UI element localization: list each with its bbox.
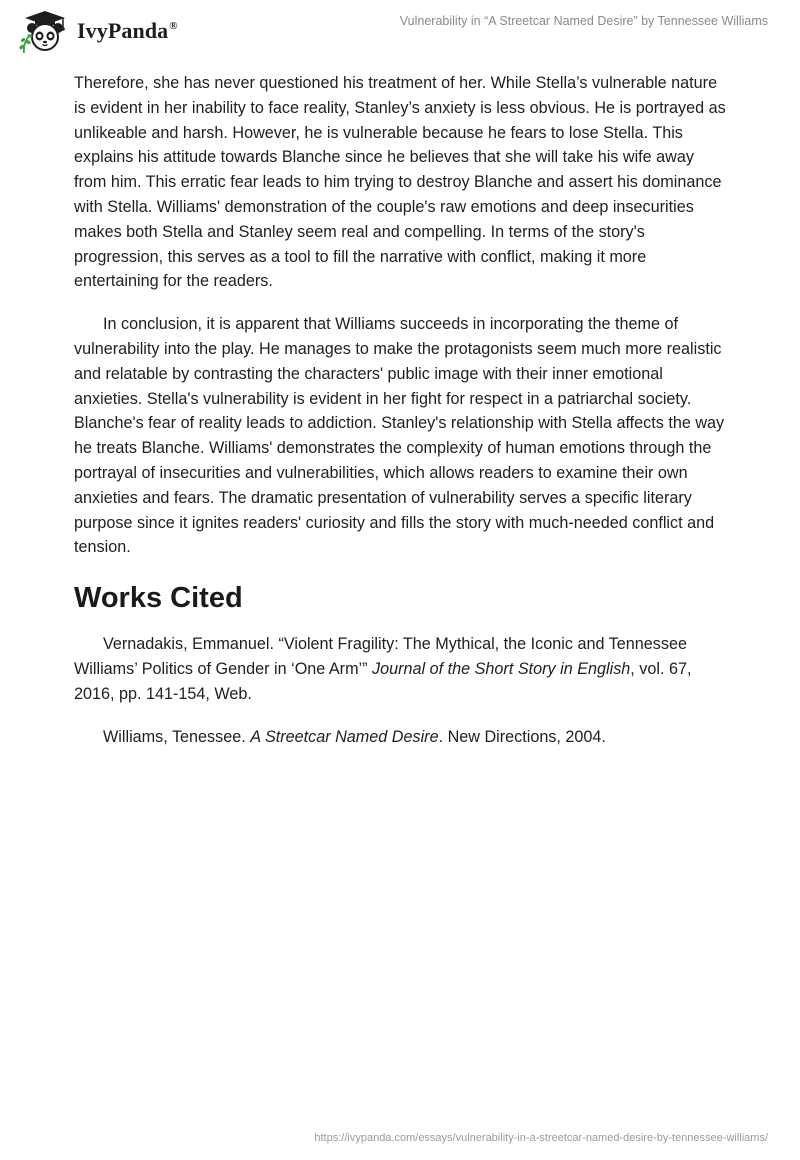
works-cited-list: [74, 632, 728, 749]
body-paragraph: Therefore, she has never questioned his treatment of her. While Stella’s vulnerable nature is evident in her inability to face reality, Stanley’s anxiety is less obvious. He is portrayed as unlikeable and harsh. However, he is vulnerable because he fears to lose Stella. This explains his attitude towards Blanche since he believes that she will take his wife away from him. This erratic fear leads to him trying to destroy Blanche and assert his dominance with Stella. Williams' demonstration of the couple's raw emotions and deep insecurities makes both Stella and Stanley seem real and compelling. In terms of the story's progression, this serves as a tool to fill the narrative with conflict, making it more entertaining for the readers.: [74, 74, 726, 291]
ivypanda-logo[interactable]: [16, 9, 178, 53]
brand-name: [77, 18, 178, 44]
citation-entry: [74, 725, 728, 750]
page-header: [0, 0, 800, 60]
trademark-symbol: ®: [169, 20, 178, 32]
citation-text: . New Directions, 2004.: [438, 727, 606, 746]
running-title: Vulnerability in “A Streetcar Named Desire” by Tennessee Williams: [399, 14, 768, 28]
body-paragraph: In conclusion, it is apparent that Williams succeeds in incorporating the theme of vulnerability into the play. He manages to make the protagonists seem much more realistic and relatable by contrasting the characters' public image with their inner emotional anxieties. Stella's vulnerability is evident in her fight for respect in a patriarchal society. Blanche's fear of reality leads to addiction. Stanley's relationship with Stella affects the way he treats Blanche. Williams' demonstrates the complexity of human emotions through the portrayal of insecurities and vulnerabilities, which allows readers to examine their own anxieties and fears. The dramatic presentation of vulnerability serves a specific literary purpose since it ignites readers' curiosity and fills the story with much-needed conflict and tension.: [74, 315, 725, 557]
citation-entry: [74, 632, 728, 706]
panda-graduate-icon: [16, 9, 74, 53]
citation-title: A Streetcar Named Desire: [250, 727, 439, 746]
works-cited-heading: Works Cited: [74, 582, 243, 615]
citation-text: Vernadakis, Emmanuel. “Violent Fragility: The Mythical, the Iconic and Tennessee Williams’ Politics of Gender in ‘One Arm’”: [74, 635, 687, 678]
citation-text: Williams, Tenessee.: [103, 727, 251, 746]
footer-url-link[interactable]: https://ivypanda.com/essays/vulnerability-in-a-streetcar-named-desire-by-tennessee-williams/: [314, 1132, 768, 1144]
essay-content: [74, 71, 728, 749]
brand-text: IvyPanda: [77, 18, 169, 43]
citation-text: , vol. 67, 2016, pp. 141-154, Web.: [74, 659, 692, 703]
citation-title: Journal of the Short Story in English: [372, 659, 631, 678]
